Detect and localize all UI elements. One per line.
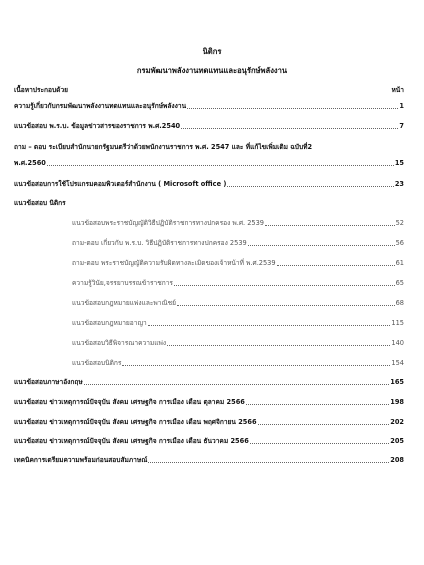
toc-entry-label: แนวข้อสอบ นิติกร	[14, 199, 66, 207]
toc-entry-page: 154	[391, 359, 404, 367]
toc-subentry	[72, 239, 404, 247]
toc-entry-page: 7	[399, 122, 404, 130]
toc-entry-label-line1: ถาม – ตอบ ระเบียบสำนักนายกรัฐมนตรีว่าด้วยพนักงานราชการ พ.ศ. 2547 และ ที่แก้ไขเพิ่มเติม ฉบับที่2	[14, 143, 313, 151]
dot-leader	[47, 165, 394, 166]
page-title: นิติกร	[202, 47, 222, 56]
toc-entry-page: 56	[395, 239, 404, 247]
toc-entry-label: แนวข้อสอบนิติกร	[72, 359, 122, 367]
toc-entry	[14, 418, 404, 426]
toc-entry-label: แนวข้อสอบวิธีพิจารณาความแพ่ง	[72, 339, 167, 347]
toc-entry	[14, 122, 404, 130]
toc-entry-page: 23	[394, 180, 404, 188]
toc-entry-label: พ.ศ.2560	[14, 159, 46, 167]
toc-entry-page: 202	[390, 418, 404, 426]
toc-entry	[14, 159, 404, 167]
dot-leader	[148, 325, 391, 326]
dot-leader	[84, 384, 390, 385]
toc-entry	[14, 437, 404, 445]
toc-entry-label: แนวข้อสอบการใช้โปรแกรมคอมพิวเตอร์สำนักงาน ( Microsoft office )	[14, 180, 227, 188]
toc-entry-label: ความรู้วินัย,จรรยาบรรณข้าราชการ	[72, 279, 173, 287]
toc-entry	[14, 180, 404, 188]
toc-header	[14, 84, 404, 95]
toc-entry-page: 15	[394, 159, 404, 167]
dot-leader	[277, 265, 395, 266]
dot-leader	[246, 404, 389, 405]
toc-entry-page: 198	[390, 398, 404, 406]
toc-entry-page: 1	[399, 102, 404, 110]
toc-entry-label: แนวข้อสอบกฎหมายอาญา	[72, 319, 147, 327]
toc-entry-label: แนวข้อสอบกฎหมายแพ่งและพาณิชย์	[72, 299, 176, 307]
toc-entry-page: 140	[391, 339, 404, 347]
toc-entry-label: ถาม-ตอบ เกี่ยวกับ พ.ร.บ. วิธีปฏิบัติราชการทางปกครอง 2539	[72, 239, 247, 247]
toc-subentry	[72, 319, 404, 327]
dot-leader	[258, 424, 390, 425]
toc-entry-page: 208	[390, 456, 404, 464]
toc-subentry	[72, 279, 404, 287]
toc-entry-page: 52	[395, 219, 404, 227]
dot-leader	[187, 108, 398, 109]
dot-leader	[177, 305, 395, 306]
toc-entry-page: 205	[390, 437, 404, 445]
contents-label: เนื้อหาประกอบด้วย	[14, 86, 69, 94]
toc-entry-page: 165	[390, 378, 404, 386]
toc-subentry	[72, 299, 404, 307]
dot-leader	[181, 128, 398, 129]
toc-entry	[14, 398, 404, 406]
toc-entry-page: 65	[395, 279, 404, 287]
dot-leader	[265, 225, 395, 226]
toc-entry-label: เทคนิคการเตรียมความพร้อมก่อนสอบสัมภาษณ์	[14, 456, 148, 464]
dot-leader	[174, 285, 395, 286]
toc-entry-label: แนวข้อสอบ ข่าวเหตุการณ์ปัจจุบัน สังคม เศรษฐกิจ การเมือง เดือน พฤศจิกายน 2566	[14, 418, 257, 426]
toc-entry-label: ถาม-ตอบ พระราชบัญญัติความรับผิดทางละเมิดของเจ้าหน้าที่ พ.ศ.2539	[72, 259, 276, 267]
toc-entry	[14, 456, 404, 464]
toc-entry-label: แนวข้อสอบพระราชบัญญัติวิธีปฏิบัติราชการทางปกครอง พ.ศ. 2539	[72, 219, 264, 227]
toc-section-heading	[14, 199, 404, 207]
dot-leader	[227, 186, 393, 187]
toc-subentry	[72, 359, 404, 367]
toc-entry-label: แนวข้อสอบ พ.ร.บ. ข้อมูลข่าวสารของราชการ พ.ศ.2540	[14, 122, 181, 130]
toc-subentry	[72, 259, 404, 267]
dot-leader	[167, 345, 390, 346]
toc-entry-label: แนวข้อสอบ ข่าวเหตุการณ์ปัจจุบัน สังคม เศรษฐกิจ การเมือง เดือน ธันวาคม 2566	[14, 437, 249, 445]
toc-entry-label: ความรู้เกี่ยวกับกรมพัฒนาพลังงานทดแทนและอนุรักษ์พลังงาน	[14, 102, 187, 110]
dot-leader	[248, 245, 395, 246]
toc-entry-page: 61	[395, 259, 404, 267]
toc-entry-label: แนวข้อสอบ ข่าวเหตุการณ์ปัจจุบัน สังคม เศรษฐกิจ การเมือง เดือน ตุลาคม 2566	[14, 398, 245, 406]
dot-leader	[148, 462, 389, 463]
page-column-label: หน้า	[391, 86, 404, 94]
dot-leader	[250, 443, 389, 444]
toc-entry-page: 115	[391, 319, 404, 327]
page-subtitle: กรมพัฒนาพลังงานทดแทนและอนุรักษ์พลังงาน	[136, 66, 288, 75]
toc-entry-label: แนวข้อสอบภาษาอังกฤษ	[14, 378, 83, 386]
dot-leader	[122, 365, 390, 366]
toc-entry	[14, 102, 404, 110]
toc-subentry	[72, 339, 404, 347]
toc-subentry	[72, 219, 404, 227]
toc-entry-page: 68	[395, 299, 404, 307]
toc-entry	[14, 378, 404, 386]
